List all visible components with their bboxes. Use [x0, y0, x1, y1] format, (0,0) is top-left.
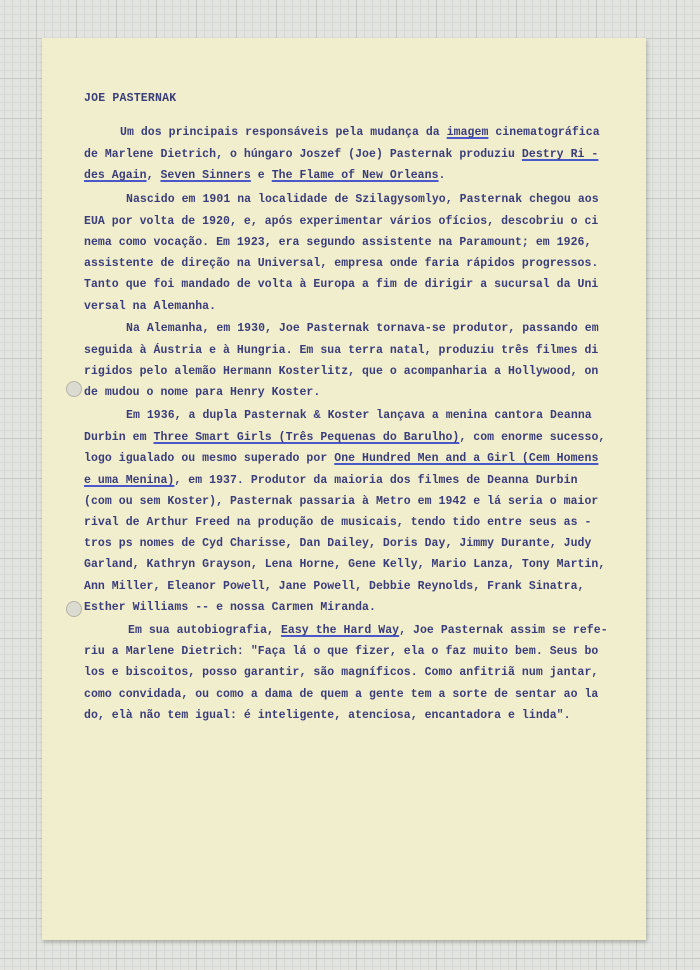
text-line — [84, 558, 605, 571]
text-line — [84, 431, 605, 444]
underlined-title: Destry Ri - — [521, 148, 599, 161]
text-segment: . — [438, 169, 446, 182]
text-segment: , em 1937. Produtor da maioria dos filmes de Deanna Durbin — [174, 474, 578, 487]
text-segment: cinematográfica — [488, 126, 600, 139]
text-line — [84, 495, 598, 508]
text-segment: Em 1936, a dupla Pasternak & Koster lançava a menina cantora Deanna — [126, 409, 592, 422]
underlined-title: Easy the Hard Way — [280, 624, 400, 637]
text-segment: Nascido em 1901 na localidade de Szilagysomlyo, Pasternak chegou aos — [126, 193, 599, 206]
text-line — [84, 148, 598, 161]
underlined-title: e uma Menina) — [84, 474, 175, 487]
text-segment: e — [250, 169, 272, 182]
text-line — [84, 169, 445, 182]
text-segment: Tanto que foi mandado de volta à Europa a fim de dirigir a sucursal da Uni — [84, 278, 599, 291]
text-segment: versal na Alemanha. — [84, 300, 217, 313]
text-line — [84, 688, 598, 701]
text-segment: do, elà não tem igual: é inteligente, atenciosa, encantadora e linda". — [84, 709, 571, 722]
text-line — [84, 236, 591, 249]
text-line — [84, 344, 598, 357]
text-segment: Um dos principais responsáveis pela mudança da — [120, 126, 447, 139]
text-line — [84, 666, 598, 679]
text-line — [84, 645, 598, 658]
text-segment: EUA por volta de 1920, e, após experimentar vários ofícios, descobriu o ci — [84, 215, 599, 228]
punch-hole-lower — [66, 601, 82, 617]
text-segment: rigidos pelo alemão Hermann Kosterlitz, que o acompanharia a Hollywood, on — [84, 365, 599, 378]
text-segment: Garland, Kathryn Grayson, Lena Horne, Gene Kelly, Mario Lanza, Tony Martin, — [84, 558, 606, 571]
text-line — [84, 537, 591, 550]
text-line — [84, 709, 571, 722]
text-line — [84, 278, 598, 291]
text-line — [120, 126, 600, 139]
text-segment: , — [146, 169, 161, 182]
typed-page — [42, 38, 646, 940]
text-segment: de mudou o nome para Henry Koster. — [84, 386, 321, 399]
text-segment: seguida à Áustria e à Hungria. Em sua terra natal, produziu três filmes di — [84, 344, 599, 357]
text-line — [126, 409, 592, 422]
text-line — [84, 386, 320, 399]
text-line — [84, 474, 578, 487]
text-segment: de Marlene Dietrich, o húngaro Joszef (Joe) Pasternak produziu — [84, 148, 522, 161]
text-segment: rival de Arthur Freed na produção de musicais, tendo tido entre seus as - — [84, 516, 592, 529]
underlined-title: The Flame of New Orleans — [271, 169, 439, 182]
underlined-title: Seven Sinners — [160, 169, 251, 182]
underlined-title: One Hundred Men and a Girl (Cem Homens — [334, 452, 599, 465]
text-segment: , Joe Pasternak assim se refe- — [399, 624, 608, 637]
text-segment: nema como vocação. Em 1923, era segundo assistente na Paramount; em 1926, — [84, 236, 592, 249]
text-line — [84, 365, 598, 378]
text-line — [84, 215, 598, 228]
text-segment: Na Alemanha, em 1930, Joe Pasternak tornava-se produtor, passando em — [126, 322, 599, 335]
text-segment: logo igualado ou mesmo superado por — [84, 452, 335, 465]
text-line — [126, 322, 599, 335]
text-line — [126, 193, 599, 206]
underlined-title: Three Smart Girls (Três Pequenas do Barulho) — [153, 431, 460, 444]
text-segment: Ann Miller, Eleanor Powell, Jane Powell, Debbie Reynolds, Frank Sinatra, — [84, 580, 585, 593]
text-line — [84, 516, 591, 529]
text-segment: assistente de direção na Universal, empresa onde faria rápidos progressos. — [84, 257, 599, 270]
underlined-title: imagem — [446, 126, 489, 139]
text-line — [128, 624, 608, 637]
underlined-title: des Again — [84, 169, 147, 182]
text-line — [84, 452, 598, 465]
text-line — [84, 580, 584, 593]
text-segment: Durbin em — [84, 431, 154, 444]
text-line — [84, 300, 216, 313]
text-line — [84, 257, 598, 270]
text-segment: (com ou sem Koster), Pasternak passaria à Metro em 1942 e lá seria o maior — [84, 495, 599, 508]
punch-hole-upper — [66, 381, 82, 397]
text-line — [84, 601, 376, 614]
text-segment: los e biscoitos, posso garantir, são magníficos. Como anfitriã num jantar, — [84, 666, 599, 679]
document-title: JOE PASTERNAK — [84, 92, 177, 105]
text-segment: como convidada, ou como a dama de quem a gente tem a sorte de sentar ao la — [84, 688, 599, 701]
text-segment: tros ps nomes de Cyd Charisse, Dan Dailey, Doris Day, Jimmy Durante, Judy — [84, 537, 592, 550]
text-segment: riu a Marlene Dietrich: "Faça lá o que fizer, ela o faz muito bem. Seus bo — [84, 645, 599, 658]
text-segment: Esther Williams -- e nossa Carmen Miranda. — [84, 601, 376, 614]
text-segment: Em sua autobiografia, — [128, 624, 281, 637]
text-segment: , com enorme sucesso, — [459, 431, 606, 444]
